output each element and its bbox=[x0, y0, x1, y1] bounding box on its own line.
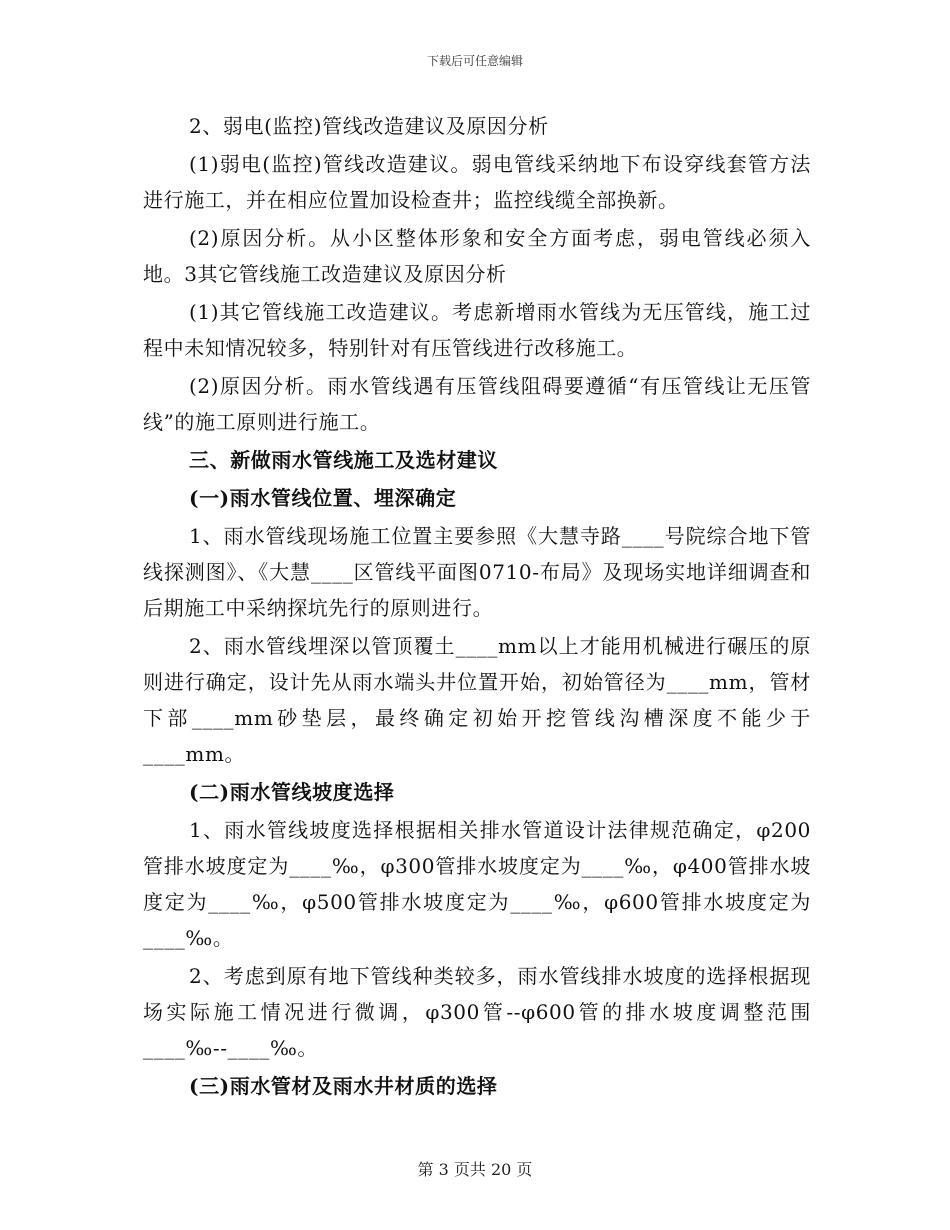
paragraph-5: (2)原因分析。雨水管线遇有压管线阻碍要遵循“有压管线让无压管线”的施工原则进行施工。 bbox=[143, 374, 811, 434]
document-body bbox=[143, 108, 811, 1106]
page-header: 下载后可任意编辑 bbox=[426, 54, 523, 68]
paragraph-7: 2、雨水管线埋深以管顶覆土____mm以上才能用机械进行碾压的原则进行确定，设计先从雨水端头井位置开始，初始管径为____mm，管材下部____mm砂垫层，最终确定初始开挖管线沟槽深度不能少于____mm。 bbox=[143, 634, 811, 766]
subheading-3: (三)雨水管材及雨水井材质的选择 bbox=[189, 1074, 498, 1098]
paragraph-4: (1)其它管线施工改造建议。考虑新增雨水管线为无压管线，施工过程中未知情况较多，特别针对有压管线进行改移施工。 bbox=[143, 300, 811, 360]
subheading-2: (二)雨水管线坡度选择 bbox=[189, 780, 395, 804]
paragraph-9: 2、考虑到原有地下管线种类较多，雨水管线排水坡度的选择根据现场实际施工情况进行微调，φ300管--φ600管的排水坡度调整范围____‰--____‰。 bbox=[143, 964, 811, 1060]
paragraph-3: (2)原因分析。从小区整体形象和安全方面考虑，弱电管线必须入地。3其它管线施工改造建议及原因分析 bbox=[143, 226, 811, 286]
paragraph-8: 1、雨水管线坡度选择根据相关排水管道设计法律规范确定，φ200管排水坡度定为____‰，φ300管排水坡度定为____‰，φ400管排水坡度定为____‰，φ500管排水坡度定为____‰，φ600管排水坡度定为____‰。 bbox=[143, 818, 811, 950]
paragraph-6: 1、雨水管线现场施工位置主要参照《大慧寺路____号院综合地下管线探测图》、《大慧____区管线平面图0710-布局》及现场实地详细调查和后期施工中采纳探坑先行的原则进行。 bbox=[143, 524, 811, 620]
section-heading-3: 三、新做雨水管线施工及选材建议 bbox=[189, 448, 498, 472]
paragraph-2: (1)弱电(监控)管线改造建议。弱电管线采纳地下布设穿线套管方法进行施工，并在相应位置加设检查井；监控线缆全部换新。 bbox=[143, 152, 811, 212]
paragraph-1: 2、弱电(监控)管线改造建议及原因分析 bbox=[189, 114, 549, 138]
subheading-1: (一)雨水管线位置、埋深确定 bbox=[189, 486, 457, 510]
page-footer: 第 3 页共 20 页 bbox=[417, 1160, 533, 1179]
